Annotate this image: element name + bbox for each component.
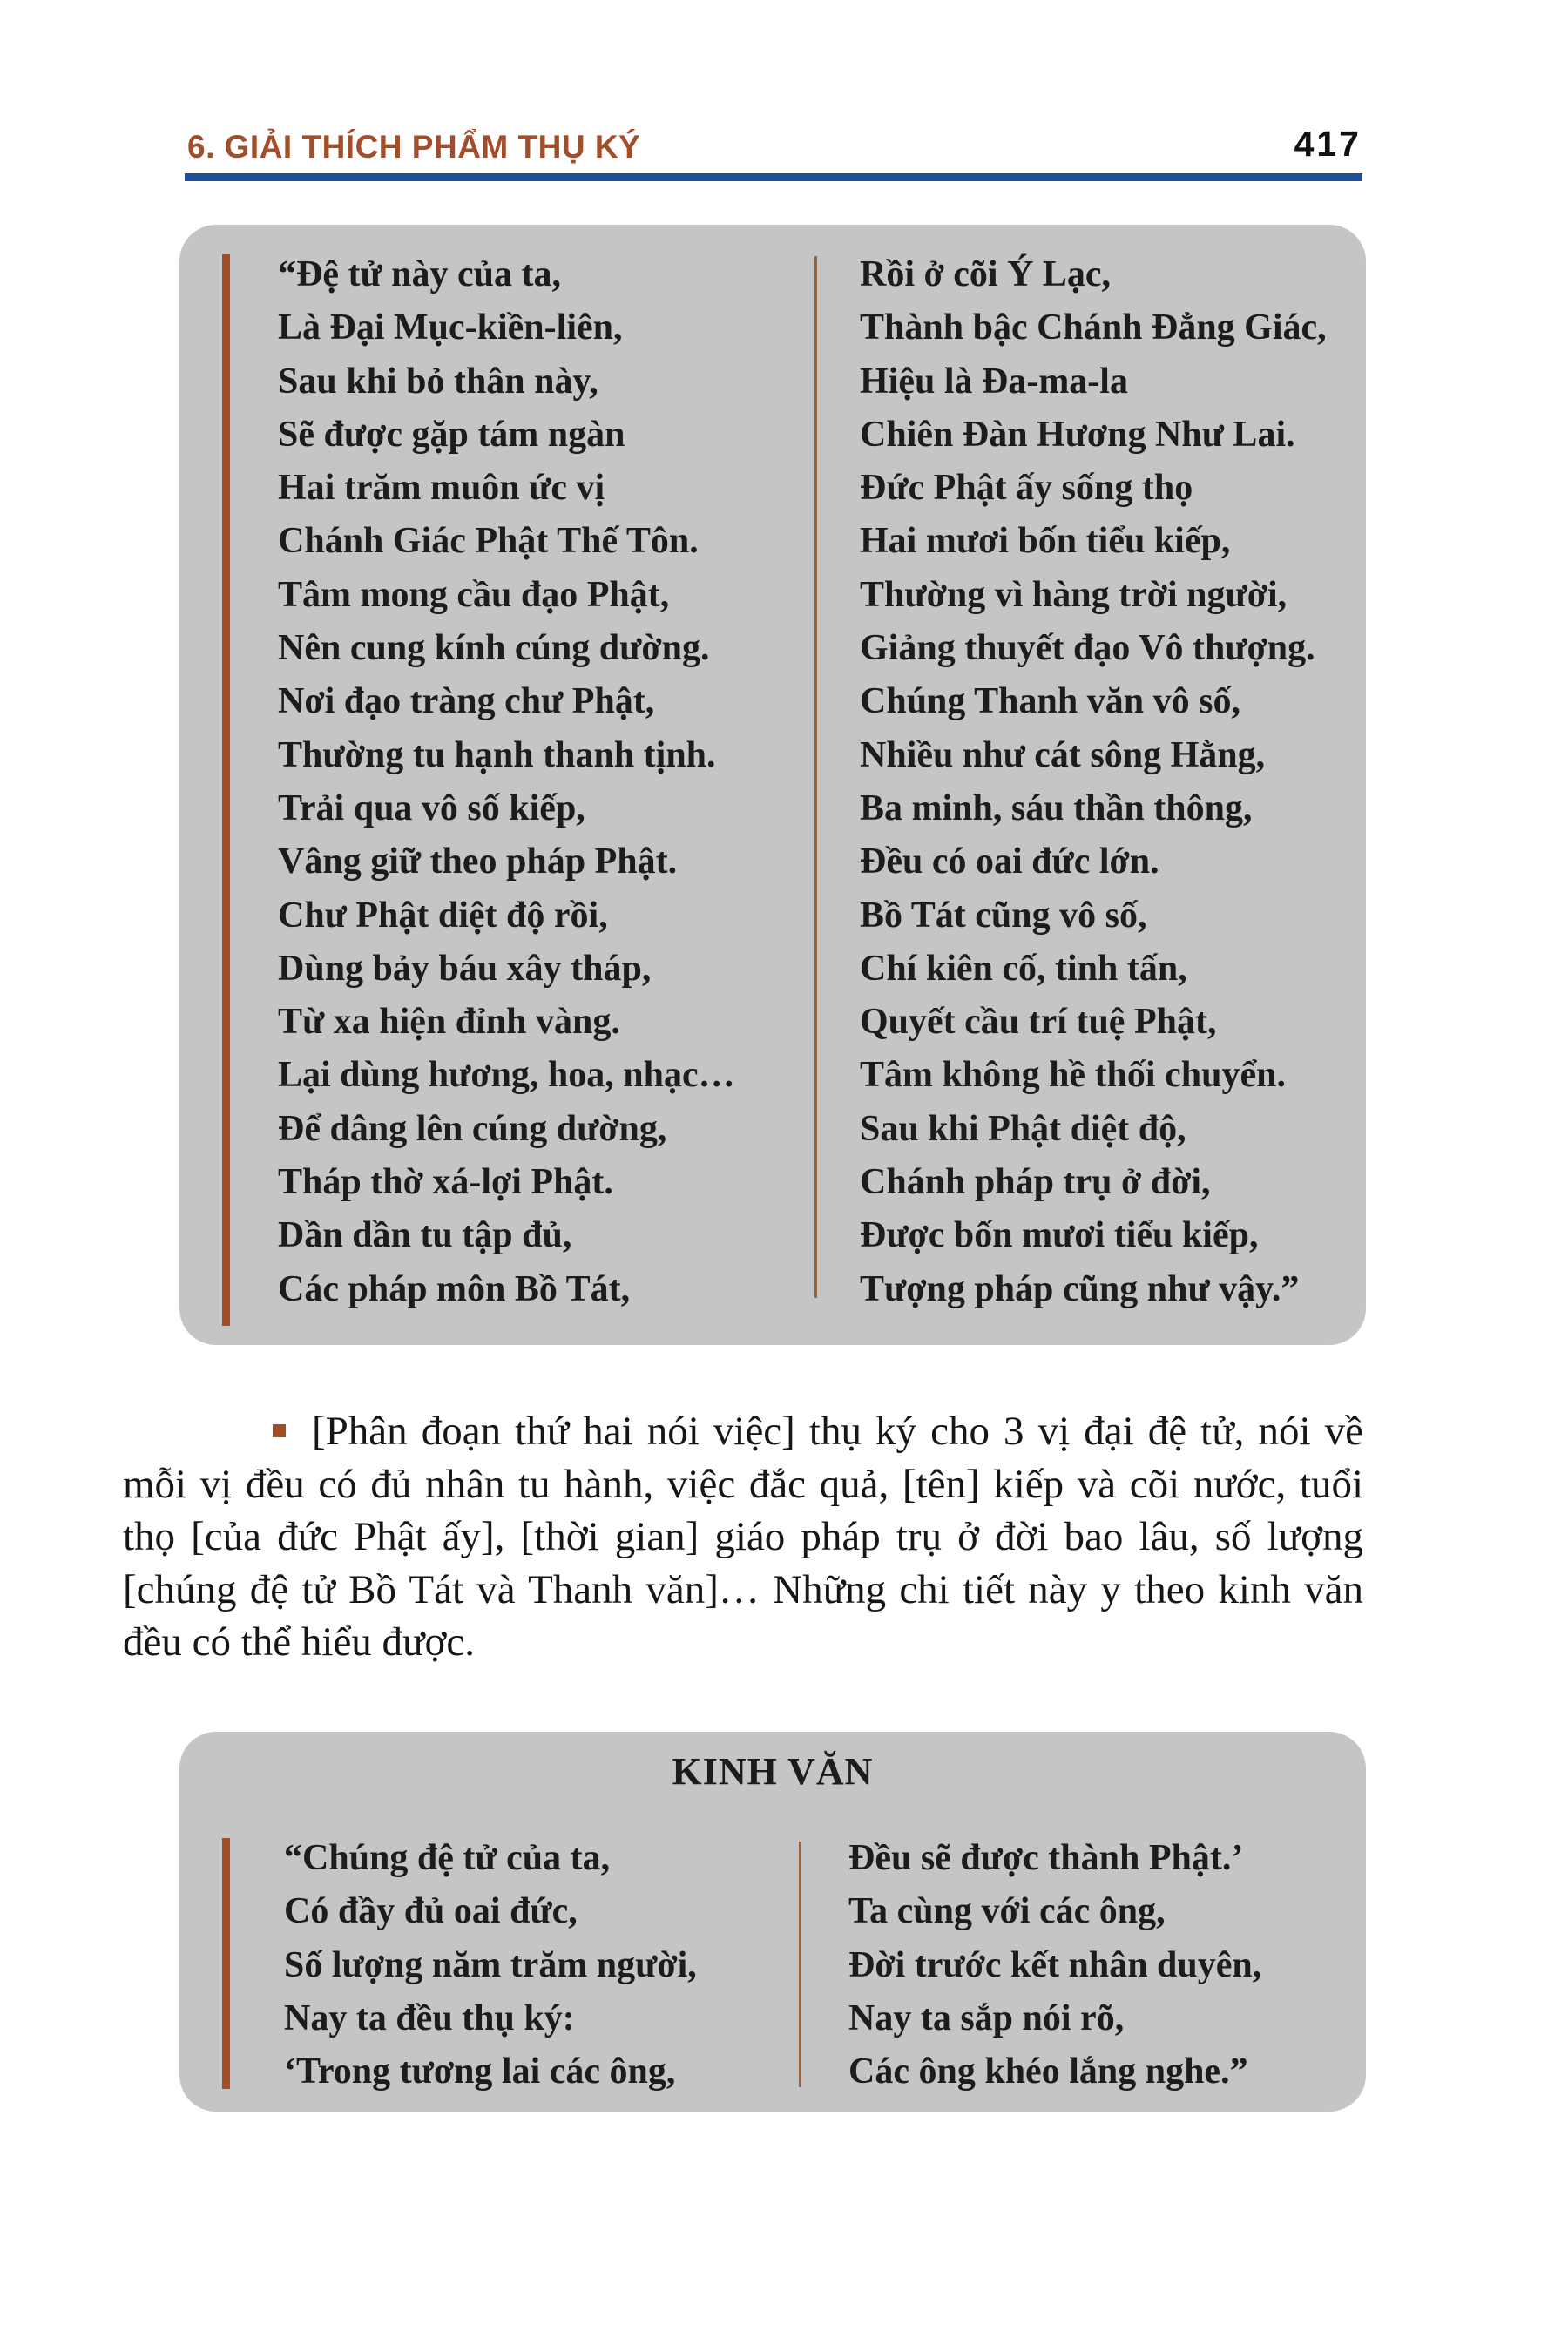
verse-column-left [284, 1832, 697, 2099]
header-rule [185, 173, 1362, 181]
verse-line: Quyết cầu trí tuệ Phật, [860, 1002, 1217, 1043]
verse-line: Số lượng năm trăm người, [284, 1944, 697, 1985]
verse-line: Từ xa hiện đỉnh vàng. [278, 1002, 620, 1043]
verse-line: Sẽ được gặp tám ngàn [278, 414, 625, 455]
verse-line: Chí kiên cố, tinh tấn, [860, 948, 1187, 989]
verse-line: Đức Phật ấy sống thọ [860, 468, 1193, 509]
verse-column-divider [799, 1842, 801, 2087]
verse-line: Có đầy đủ oai đức, [284, 1891, 578, 1932]
verse-line: Sau khi bỏ thân này, [278, 361, 598, 402]
verse-line: Chư Phật diệt độ rồi, [278, 895, 608, 936]
verse-line: Chánh pháp trụ ở đời, [860, 1162, 1211, 1203]
verse-line: “Đệ tử này của ta, [278, 254, 562, 294]
verse-line: Nay ta sắp nói rõ, [848, 1997, 1125, 2038]
verse-line: Chúng Thanh văn vô số, [860, 681, 1240, 722]
verse-line: Tượng pháp cũng như vậy.” [860, 1268, 1300, 1309]
verse-accent-bar [222, 254, 230, 1326]
verse-line: Nơi đạo tràng chư Phật, [278, 681, 655, 722]
verse-line: Các pháp môn Bồ Tát, [278, 1268, 631, 1309]
commentary-paragraph [123, 1405, 1363, 1669]
kinh-van-heading: KINH VĂN [672, 1750, 874, 1793]
commentary-text: [Phân đoạn thứ hai nói việc] thụ ký cho 3 vị đại đệ tử, nói về mỗi vị đều có đủ nhân tu hành, việc đắc quả, [tên] kiếp và cõi nước, tuổi thọ [của đức Phật ấy], [thời gian] giáo pháp trụ ở đời bao lâu, số lượng [chúng đệ tử Bồ Tát và Thanh văn]… Những chi tiết này y theo kinh văn đều có thể hiểu được. [123, 1409, 1363, 1665]
kinh-van-panel [179, 1732, 1366, 2112]
verse-line: ‘Trong tương lai các ông, [284, 2051, 676, 2092]
verse-line: Giảng thuyết đạo Vô thượng. [860, 628, 1315, 669]
section-bullet-icon [273, 1424, 286, 1437]
verse-line: Ta cùng với các ông, [848, 1891, 1166, 1932]
verse-line: Là Đại Mục-kiền-liên, [278, 308, 623, 348]
verse-line: Các ông khéo lắng nghe.” [848, 2051, 1248, 2092]
verse-accent-bar [222, 1838, 230, 2089]
verse-line: Nay ta đều thụ ký: [284, 1997, 575, 2038]
verse-line: Dùng bảy báu xây tháp, [278, 948, 652, 989]
verse-panel [179, 225, 1366, 1345]
page-number: 417 [1294, 124, 1362, 164]
verse-line: Đều sẽ được thành Phật.’ [848, 1838, 1244, 1878]
verse-line: Hai mươi bốn tiểu kiếp, [860, 521, 1231, 562]
verse-line: Hai trăm muôn ức vị [278, 468, 605, 509]
verse-line: Đều có oai đức lớn. [860, 841, 1159, 882]
verse-line: Tâm mong cầu đạo Phật, [278, 574, 670, 615]
verse-line: Sau khi Phật diệt độ, [860, 1108, 1186, 1149]
verse-line: Nhiều như cát sông Hằng, [860, 734, 1266, 775]
verse-line: Được bốn mươi tiểu kiếp, [860, 1215, 1259, 1256]
verse-column-divider [814, 256, 817, 1298]
verse-column-left [278, 248, 735, 1316]
verse-line: Hiệu là Đa-ma-la [860, 361, 1128, 402]
verse-line: Vâng giữ theo pháp Phật. [278, 841, 678, 882]
verse-line: Bồ Tát cũng vô số, [860, 895, 1147, 936]
verse-line: “Chúng đệ tử của ta, [284, 1838, 611, 1878]
verse-line: Trải qua vô số kiếp, [278, 787, 585, 828]
verse-column-right [860, 248, 1327, 1316]
verse-line: Ba minh, sáu thần thông, [860, 787, 1253, 828]
verse-line: Đời trước kết nhân duyên, [848, 1944, 1262, 1985]
verse-line: Dần dần tu tập đủ, [278, 1215, 572, 1256]
verse-line: Tâm không hề thối chuyển. [860, 1055, 1286, 1096]
verse-line: Chánh Giác Phật Thế Tôn. [278, 521, 699, 562]
verse-line: Thành bậc Chánh Đẳng Giác, [860, 308, 1327, 348]
verse-line: Nên cung kính cúng dường. [278, 628, 710, 669]
verse-line: Rồi ở cõi Ý Lạc, [860, 254, 1112, 294]
verse-line: Chiên Đàn Hương Như Lai. [860, 414, 1295, 455]
verse-line: Tháp thờ xá-lợi Phật. [278, 1162, 613, 1203]
verse-line: Lại dùng hương, hoa, nhạc… [278, 1055, 735, 1096]
chapter-title: 6. GIẢI THÍCH PHẨM THỤ KÝ [187, 129, 641, 165]
verse-line: Thường tu hạnh thanh tịnh. [278, 734, 716, 775]
verse-line: Thường vì hàng trời người, [860, 574, 1288, 615]
verse-column-right [848, 1832, 1261, 2099]
verse-line: Để dâng lên cúng dường, [278, 1108, 667, 1149]
